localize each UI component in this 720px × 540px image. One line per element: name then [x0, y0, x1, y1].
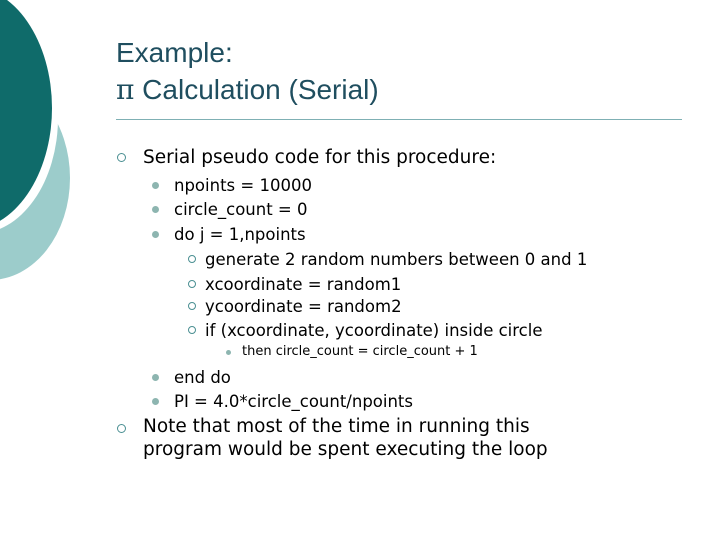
decorative-circles — [0, 0, 80, 290]
bullet-note-line-2: program would be spent executing the loop — [143, 439, 548, 460]
bullet-do-loop: do j = 1,npoints — [174, 225, 306, 244]
bullet-if-inside-circle: if (xcoordinate, ycoordinate) inside circle — [205, 321, 543, 340]
bullet-note-line-1: Note that most of the time in running this — [143, 416, 530, 437]
hollow-bullet-marker — [117, 424, 126, 433]
title-line-1: Example: — [116, 37, 233, 68]
slide-title — [116, 34, 379, 108]
bullet-circle-count: circle_count = 0 — [174, 200, 308, 219]
bullet-serial-pseudo-code: Serial pseudo code for this procedure: — [143, 147, 497, 168]
hollow-bullet-marker — [117, 153, 126, 162]
bullet-xcoordinate: xcoordinate = random1 — [205, 275, 402, 294]
hollow-bullet-marker — [188, 280, 196, 288]
hollow-bullet-marker — [188, 326, 196, 334]
bullet-pi-formula: PI = 4.0*circle_count/npoints — [174, 392, 414, 411]
title-line-2-text: Calculation (Serial) — [134, 74, 379, 105]
bullet-npoints: npoints = 10000 — [174, 176, 312, 195]
disc-bullet-marker — [152, 398, 159, 405]
bullet-ycoordinate: ycoordinate = random2 — [205, 297, 402, 316]
title-divider — [116, 119, 682, 120]
disc-bullet-marker — [152, 231, 159, 238]
disc-bullet-marker — [152, 374, 159, 381]
hollow-bullet-marker — [188, 255, 196, 263]
hollow-bullet-marker — [188, 302, 196, 310]
bullet-then-increment: then circle_count = circle_count + 1 — [242, 344, 478, 359]
title-line-2 — [116, 71, 379, 108]
disc-bullet-marker — [226, 350, 231, 355]
disc-bullet-marker — [152, 206, 159, 213]
bullet-end-do: end do — [174, 368, 231, 387]
pi-symbol: π — [116, 73, 135, 106]
bullet-generate-random: generate 2 random numbers between 0 and 1 — [205, 250, 588, 269]
disc-bullet-marker — [152, 182, 159, 189]
